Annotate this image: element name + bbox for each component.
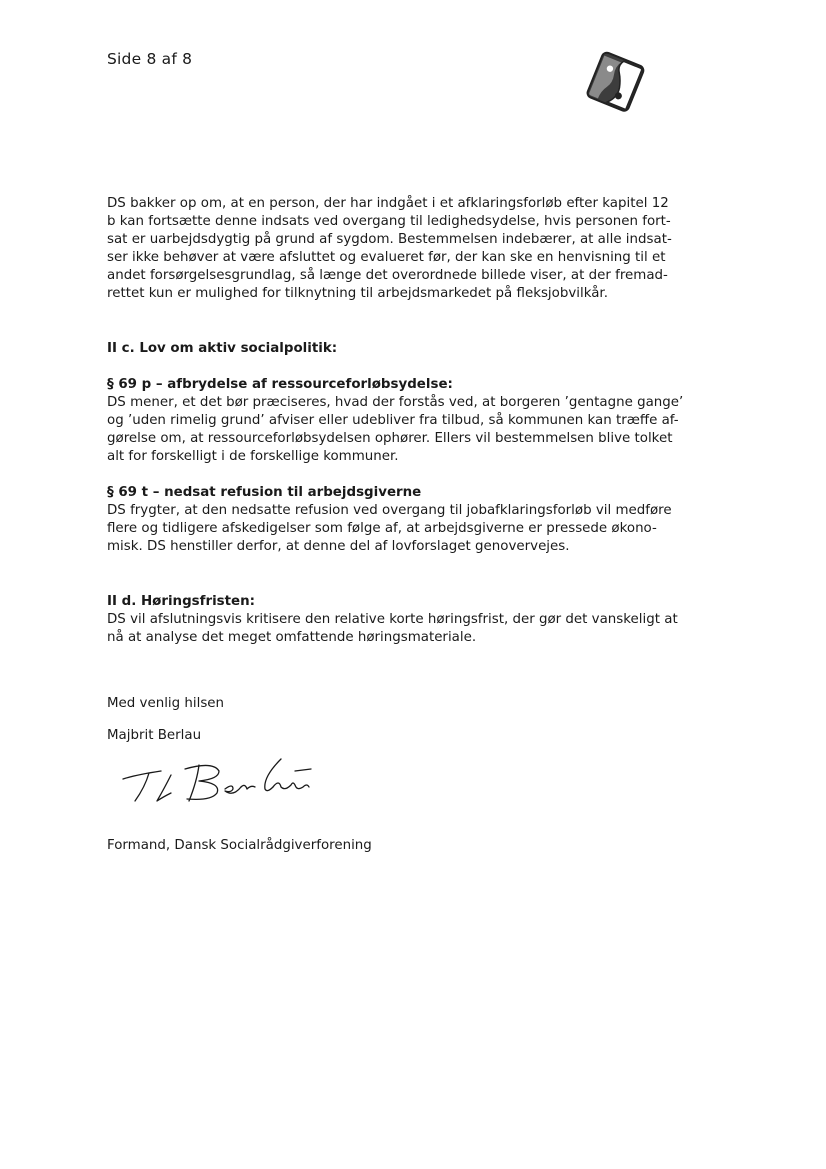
closing-greeting: Med venlig hilsen [107, 696, 225, 711]
page-number: Side 8 af 8 [107, 50, 193, 68]
signer-name: Majbrit Berlau [107, 728, 202, 743]
text-line: gørelse om, at ressourceforløbsydelsen ophører. Ellers vil bestemmelsen blive tolket [107, 431, 673, 446]
section-d-heading: II d. Høringsfristen: [107, 594, 256, 609]
p69t-paragraph [107, 484, 672, 556]
intro-paragraph [107, 195, 672, 303]
text-line: b kan fortsætte denne indsats ved overgang til ledighedsydelse, hvis personen fort- [107, 214, 671, 229]
text-line: misk. DS henstiller derfor, at denne del af lovforslaget genovervejes. [107, 539, 570, 554]
text-line: andet forsørgelsesgrundlag, så længe det overordnede billede viser, at der fremad- [107, 268, 668, 283]
text-line: nå at analyse det meget omfattende høringsmateriale. [107, 630, 477, 645]
text-line: DS bakker op om, at en person, der har indgået i et afklaringsforløb efter kapitel 12 [107, 196, 669, 211]
signature-icon [115, 757, 345, 819]
text-line: sat er uarbejdsdygtig på grund af sygdom. Bestemmelsen indebærer, at alle indsat- [107, 232, 672, 247]
p69t-heading: § 69 t – nedsat refusion til arbejdsgiverne [107, 485, 422, 500]
section-c-heading: II c. Lov om aktiv socialpolitik: [107, 341, 338, 356]
text-line: ser ikke behøver at være afsluttet og evalueret før, der kan ske en henvisning til et [107, 250, 666, 265]
text-line: flere og tidligere afskedigelser som følge af, at arbejdsgiverne er pressede økono- [107, 521, 657, 536]
text-line: og ’uden rimelig grund’ afviser eller udebliver fra tilbud, så kommunen kan træffe af- [107, 413, 679, 428]
ds-logo-icon [583, 50, 649, 116]
section-d-paragraph [107, 593, 678, 647]
text-line: DS frygter, at den nedsatte refusion ved overgang til jobafklaringsforløb vil medføre [107, 503, 672, 518]
text-line: DS mener, et det bør præciseres, hvad der forstås ved, at borgeren ’gentagne gange’ [107, 395, 684, 410]
text-line: DS vil afslutningsvis kritisere den relative korte høringsfrist, der gør det vanskeligt at [107, 612, 678, 627]
text-line: rettet kun er mulighed for tilknytning til arbejdsmarkedet på fleksjobvilkår. [107, 286, 608, 301]
text-line: alt for forskelligt i de forskellige kommuner. [107, 449, 399, 464]
p69p-heading: § 69 p – afbrydelse af ressourceforløbsydelse: [107, 377, 453, 392]
letter-body [107, 195, 684, 855]
signer-title: Formand, Dansk Socialrådgiverforening [107, 838, 372, 853]
p69p-paragraph [107, 376, 684, 466]
